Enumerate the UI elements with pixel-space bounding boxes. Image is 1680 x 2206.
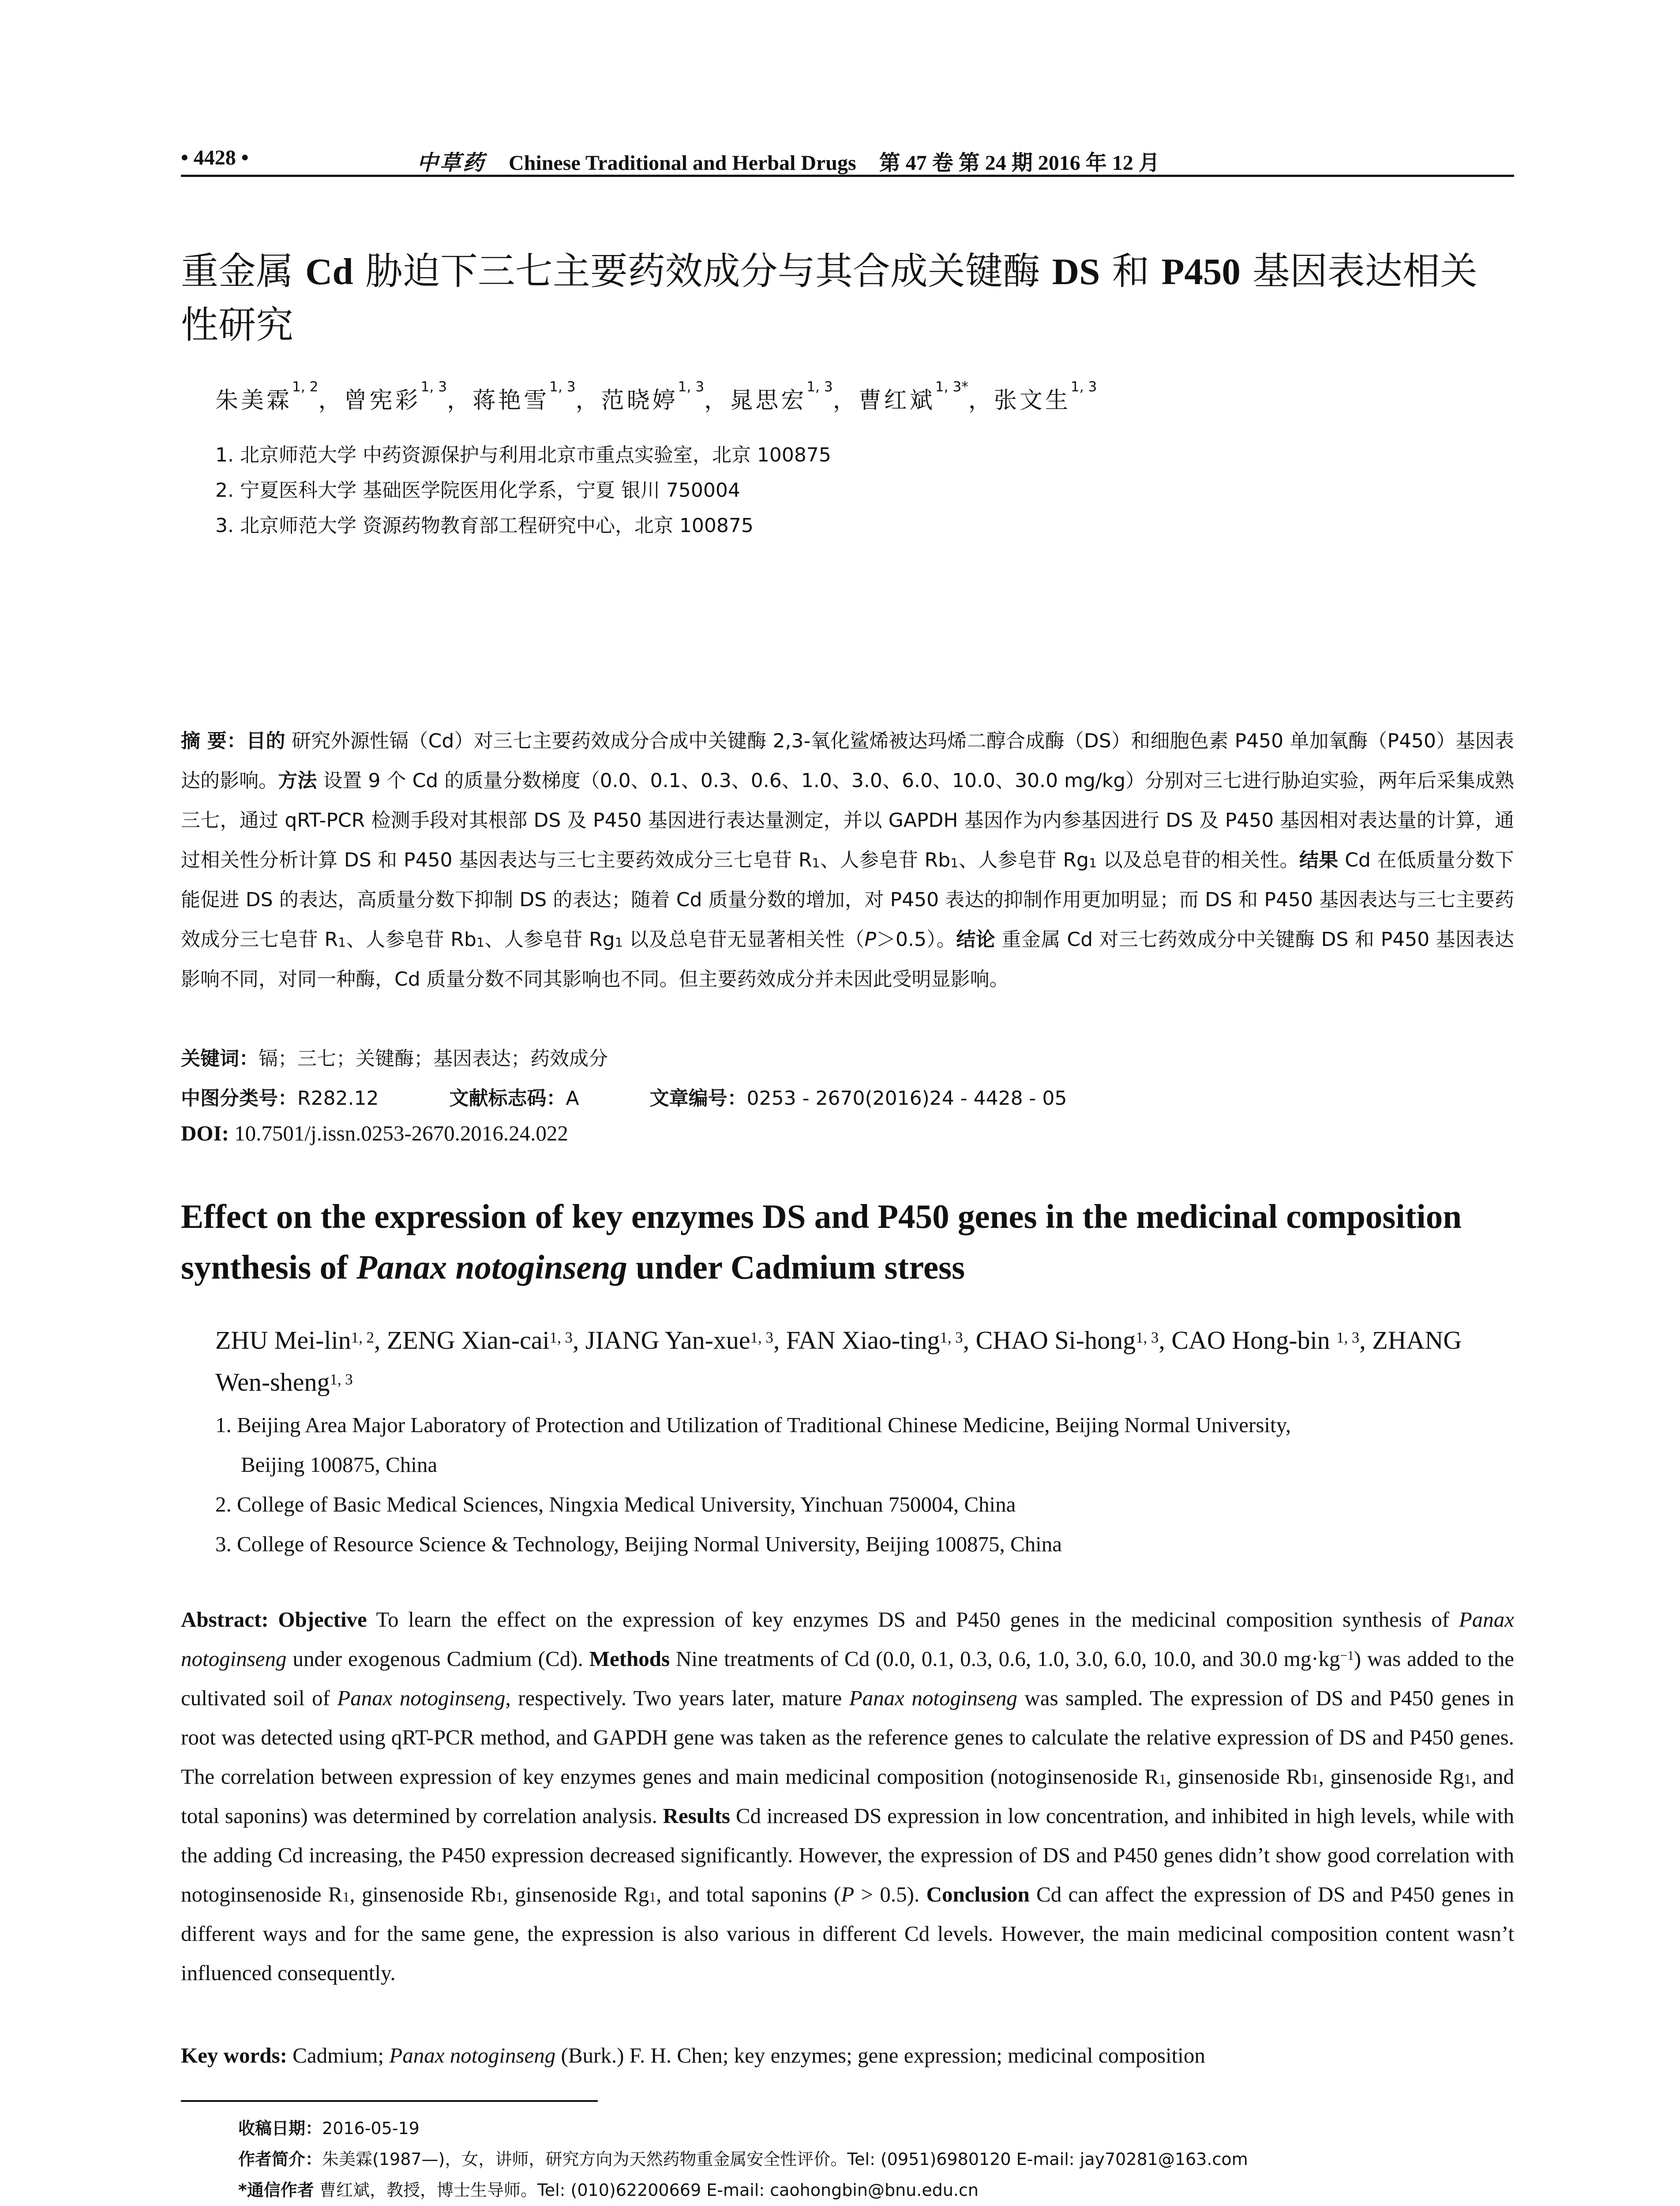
classification-line: 中图分类号：R282.12 文献标志码：A 文章编号：0253 - 2670(2016)24 - 4428 - 05 [181, 1087, 1067, 1110]
title-cn-ds: DS [1052, 251, 1100, 293]
author-en: CAO Hong-bin $^{1, 3}$, [1171, 1326, 1372, 1354]
affiliation-cn-3: 3. 北京师范大学 资源药物教育部工程研究中心，北京 100875 [215, 514, 754, 537]
keywords-cn: 关键词：镉；三七；关键酶；基因表达；药效成分 [181, 1047, 608, 1070]
author-cn: 范晓婷$^{1, 3}$， [601, 379, 730, 414]
running-header [181, 132, 1514, 177]
methods-label-en: Methods [589, 1647, 670, 1671]
footnote-received: 收稿日期：2016-05-19 [238, 2119, 420, 2138]
abstract-cn: 摘 要：目的 研究外源性镉（Cd）对三七主要药效成分合成中关键酶 2,3-氧化鲨烯被达玛烯二醇合成酶（DS）和细胞色素 P450 单加氧酶（P450）基因表达的影响。方法 设置 9 个 Cd 的质量分数梯度（0.0、0.1、0.3、0.6、1.0、3.0、6.0、10.0、30.0 mg/kg）分别对三七进行胁迫实验，两年后采集成熟三七，通过 qRT-PCR 检测手段对其根部 DS 及 P450 基因进行表达量测定，并以 GAPDH 基因作为内参基因进行 DS 及 P450 基因相对表达量的计算，通过相关性分析计算 DS 和 P450 基因表达与三七主要药效成分三七皂苷 $R_1$、人参皂苷 $Rb_1$、人参皂苷 $Rg_1$ 以及总皂苷的相关性。结果 Cd 在低质量分数下能促进 DS 的表达，高质量分数下抑制 DS 的表达；随着 Cd 质量分数的增加，对 P450 表达的抑制作用更加明显；而 DS 和 P450 基因表达与三七主要药效成分三七皂苷 $R_1$、人参皂苷 $Rb_1$、人参皂苷 $Rg_1$ 以及总皂苷无显著相关性（P＞0.5）。结论 重金属 Cd 对三七药效成分中关键酶 DS 和 P450 基因表达影响不同，对同一种酶，Cd 质量分数不同其影响也不同。但主要药效成分并未因此受明显影响。 [181, 730, 1515, 990]
methods-label-cn: 方法 [278, 769, 317, 792]
keywords-en: Key words: Cadmium; Panax notoginseng (Burk.) F. H. Chen; key enzymes; gene expression; medicinal composition [181, 2043, 1205, 2067]
abstract-en: Abstract: Objective To learn the effect on the expression of key enzymes DS and P450 genes in the medicinal composition synthesis of Panax notoginseng under exogenous Cadmium (Cd). Methods Nine treatments of Cd (0.0, 0.1, 0.3, 0.6, 1.0, 3.0, 6.0, 10.0, and 30.0 $mg\cdot kg^{-1}$) was added to the cultivated soil of Panax notoginseng, respectively. Two years later, mature Panax notoginseng was sampled. The expression of DS and P450 genes in root was detected using qRT-PCR method, and GAPDH gene was taken as the reference genes to calculate the relative expression of DS and P450 genes. The correlation between expression of key enzymes genes and main medicinal composition (notoginsenoside $R_1$, ginsenoside $Rb_1$, ginsenoside $Rg_1$, and total saponins) was determined by correlation analysis. Results Cd increased DS expression in low concentration, and inhibited in high levels, while with the adding Cd increasing, the P450 expression decreased significantly. However, the expression of DS and P450 genes didn’t show good correlation with notoginsenoside $R_1$, ginsenoside $Rb_1$, ginsenoside $Rg_1$, and total saponins (P > 0.5). Conclusion Cd can affect the expression of DS and P450 genes in different ways and for the same gene, the expression is also various in different Cd levels. However, the main medicinal composition content wasn’t influenced consequently. [181, 1607, 1515, 1985]
conclusion-label-en: Conclusion [926, 1882, 1030, 1906]
title-cn-text: 重金属 [181, 250, 306, 293]
author-en: FAN Xiao-ting$^{1, 3}$, [786, 1326, 976, 1354]
authors-cn [215, 379, 1097, 415]
title-cn-text: 胁迫下三七主要药效成分与其合成关键酶 [353, 250, 1052, 293]
title-cn-text: 基因表达相关性研究 [181, 250, 1478, 347]
abstract-cn-label: 摘 要： [181, 730, 247, 752]
author-en: JIANG Yan-xue$^{1, 3}$, [585, 1326, 786, 1354]
journal-info [417, 146, 1160, 176]
journal-issue: 第 47 卷 第 24 期 2016 年 12 月 [879, 151, 1160, 175]
journal-name-en: Chinese Traditional and Herbal Drugs [509, 151, 856, 175]
conclusion-label-cn: 结论 [956, 928, 996, 951]
title-cn-p450: P450 [1161, 251, 1241, 293]
title-cn [181, 245, 1514, 353]
author-en: ZHU Mei-lin$^{1, 2}$, [215, 1326, 387, 1354]
author-cn: 曾宪彩$^{1, 3}$， [344, 379, 473, 414]
author-en: ZENG Xian-cai$^{1, 3}$, [386, 1326, 585, 1354]
footnote-corresponding: *通信作者 曹红斌，教授，博士生导师。Tel: (010)62200669 E-mail: caohongbin@bnu.edu.cn [238, 2180, 979, 2200]
results-label-cn: 结果 [1299, 849, 1339, 871]
journal-name-cn: 中草药 [417, 150, 486, 175]
objective-label-cn: 目的 [246, 730, 285, 752]
objective-label-en: Abstract: Objective [181, 1607, 367, 1632]
author-cn: 曹红斌$^{1, 3*}$， [858, 379, 994, 414]
title-en: Effect on the expression of key enzymes DS and P450 genes in the medicinal composition synthesis of Panax notoginseng under Cadmium stress [181, 1197, 1462, 1286]
doi-line: DOI: 10.7501/j.issn.0253-2670.2016.24.022 [181, 1121, 568, 1145]
author-en: ZHANG Wen-sheng$^{1, 3}$ [215, 1326, 1462, 1396]
page-number: • 4428 • [181, 146, 249, 169]
author-cn: 张文生$^{1, 3}$ [994, 379, 1097, 414]
results-label-en: Results [663, 1804, 731, 1828]
affiliation-cn-1: 1. 北京师范大学 中药资源保护与利用北京市重点实验室，北京 100875 [215, 444, 831, 466]
affiliation-en-1: 1. Beijing Area Major Laboratory of Protection and Utilization of Traditional Chinese Medicine, Beijing Normal University, Beijing 100875, China [215, 1413, 1291, 1477]
footnote-author-bio: 作者简介：朱美霖(1987—)，女，讲师，研究方向为天然药物重金属安全性评价。Tel: (0951)6980120 E-mail: jay70281@163.com [238, 2150, 1248, 2169]
affiliation-en-2: 2. College of Basic Medical Sciences, Ningxia Medical University, Yinchuan 750004, China [215, 1492, 1016, 1516]
affiliation-en-3: 3. College of Resource Science & Technology, Beijing Normal University, Beijing 100875, China [215, 1532, 1062, 1556]
author-cn: 朱美霖$^{1, 2}$， [215, 379, 344, 414]
title-cn-cd: Cd [305, 251, 353, 293]
author-cn: 蒋艳雪$^{1, 3}$， [472, 379, 601, 414]
authors-en [215, 1319, 1514, 1403]
author-cn: 晁思宏$^{1, 3}$， [730, 379, 859, 414]
title-cn-text: 和 [1100, 250, 1162, 293]
affiliation-cn-2: 2. 宁夏医科大学 基础医学院医用化学系，宁夏 银川 750004 [215, 479, 740, 502]
author-en: CHAO Si-hong$^{1, 3}$, [975, 1326, 1172, 1354]
footnote-rule [181, 2100, 598, 2102]
paper-page [181, 132, 1515, 2200]
